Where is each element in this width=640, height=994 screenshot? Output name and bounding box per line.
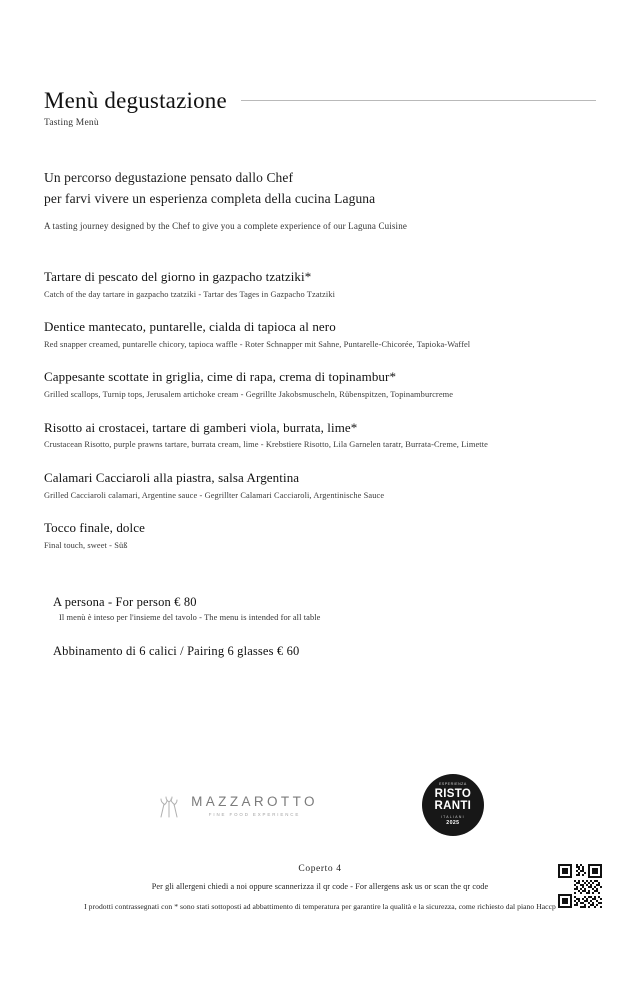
course-title-en: Red snapper creamed, puntarelle chicory, tapioca waffle - Roter Schnapper mit Sahne, Puntarelle-Chicorée, Tapioka-Waffel bbox=[44, 339, 471, 349]
intro-line-2: per farvi vivere un esperienza completa della cucina Laguna bbox=[44, 190, 376, 206]
badge-top-text: ESPERIENZA bbox=[438, 782, 467, 787]
mazzarotto-logo bbox=[156, 792, 318, 818]
course-item bbox=[44, 369, 596, 400]
course-item bbox=[44, 520, 596, 551]
footer-block bbox=[0, 864, 640, 911]
haccp-notice: I prodotti contrassegnati con * sono stati sottoposti ad abbattimento di temperatura per garantire la qualità e la sicurezza, come richiesto dal piano Haccp bbox=[84, 902, 556, 911]
ristoranti-italiani-badge bbox=[422, 774, 484, 836]
intro-english: A tasting journey designed by the Chef to give you a complete experience of our Laguna Cuisine bbox=[44, 220, 408, 231]
intro-block bbox=[44, 168, 596, 231]
badge-line-2: RANTI bbox=[434, 800, 472, 813]
course-title-it: Risotto ai crostacei, tartare di gamberi viola, burrata, lime* bbox=[44, 419, 358, 435]
wheat-icon bbox=[156, 792, 182, 818]
course-title-it: Calamari Cacciaroli alla piastra, salsa Argentina bbox=[44, 469, 300, 485]
course-list bbox=[44, 269, 596, 551]
badge-year: 2025 bbox=[446, 820, 460, 827]
page-subtitle: Tasting Menù bbox=[44, 118, 99, 128]
logo-row bbox=[0, 774, 640, 836]
qr-code[interactable] bbox=[558, 864, 602, 908]
course-title-en: Crustacean Risotto, purple prawns tartare, burrata cream, lime - Krebstiere Risotto, Lila Garnelen taratr, Burrata-Creme, Limette bbox=[44, 440, 488, 450]
price-note: Il menù è inteso per l'insieme del tavolo - The menu is intended for all table bbox=[59, 613, 321, 623]
course-title-en: Catch of the day tartare in gazpacho tzatziki - Tartar des Tages in Gazpacho Tzatziki bbox=[44, 289, 336, 299]
brand-name: MAZZAROTTO bbox=[191, 793, 318, 809]
course-item bbox=[44, 420, 596, 451]
brand-tagline: FINE FOOD EXPERIENCE bbox=[208, 811, 301, 817]
page-title: Menù degustazione bbox=[44, 88, 227, 113]
badge-line-1: RISTO bbox=[434, 787, 472, 800]
course-title-it: Cappesante scottate in griglia, cime di rapa, crema di topinambur* bbox=[44, 369, 397, 385]
cover-charge: Coperto 4 bbox=[298, 864, 342, 874]
wine-pairing-price: Abbinamento di 6 calici / Pairing 6 glasses € 60 bbox=[53, 644, 300, 659]
title-divider bbox=[241, 100, 596, 101]
menu-header bbox=[44, 88, 596, 114]
pricing-block bbox=[44, 595, 596, 659]
course-title-it: Tartare di pescato del giorno in gazpacho tzatziki* bbox=[44, 268, 312, 284]
course-title-it: Dentice mantecato, puntarelle, cialda di tapioca al nero bbox=[44, 319, 336, 335]
course-title-en: Final touch, sweet - Süß bbox=[44, 540, 128, 550]
course-item bbox=[44, 269, 596, 300]
allergen-notice: Per gli allergeni chiedi a noi oppure scannerizza il qr code - For allergens ask us or scan the qr code bbox=[151, 882, 489, 891]
course-title-en: Grilled Cacciaroli calamari, Argentine sauce - Gegrillter Calamari Cacciaroli, Argentinische Sauce bbox=[44, 490, 385, 500]
intro-line-1: Un percorso degustazione pensato dallo Chef bbox=[44, 170, 294, 185]
brand-text bbox=[191, 794, 318, 817]
course-title-it: Tocco finale, dolce bbox=[44, 520, 145, 536]
price-per-person: A persona - For person € 80 bbox=[53, 595, 197, 610]
menu-page bbox=[0, 88, 640, 994]
course-title-en: Grilled scallops, Turnip tops, Jerusalem artichoke cream - Gegrillte Jakobsmuscheln, Rübenspitzen, Topinamburcreme bbox=[44, 390, 454, 400]
badge-subtitle: ITALIANI bbox=[440, 814, 465, 819]
course-item bbox=[44, 470, 596, 501]
course-item bbox=[44, 319, 596, 350]
